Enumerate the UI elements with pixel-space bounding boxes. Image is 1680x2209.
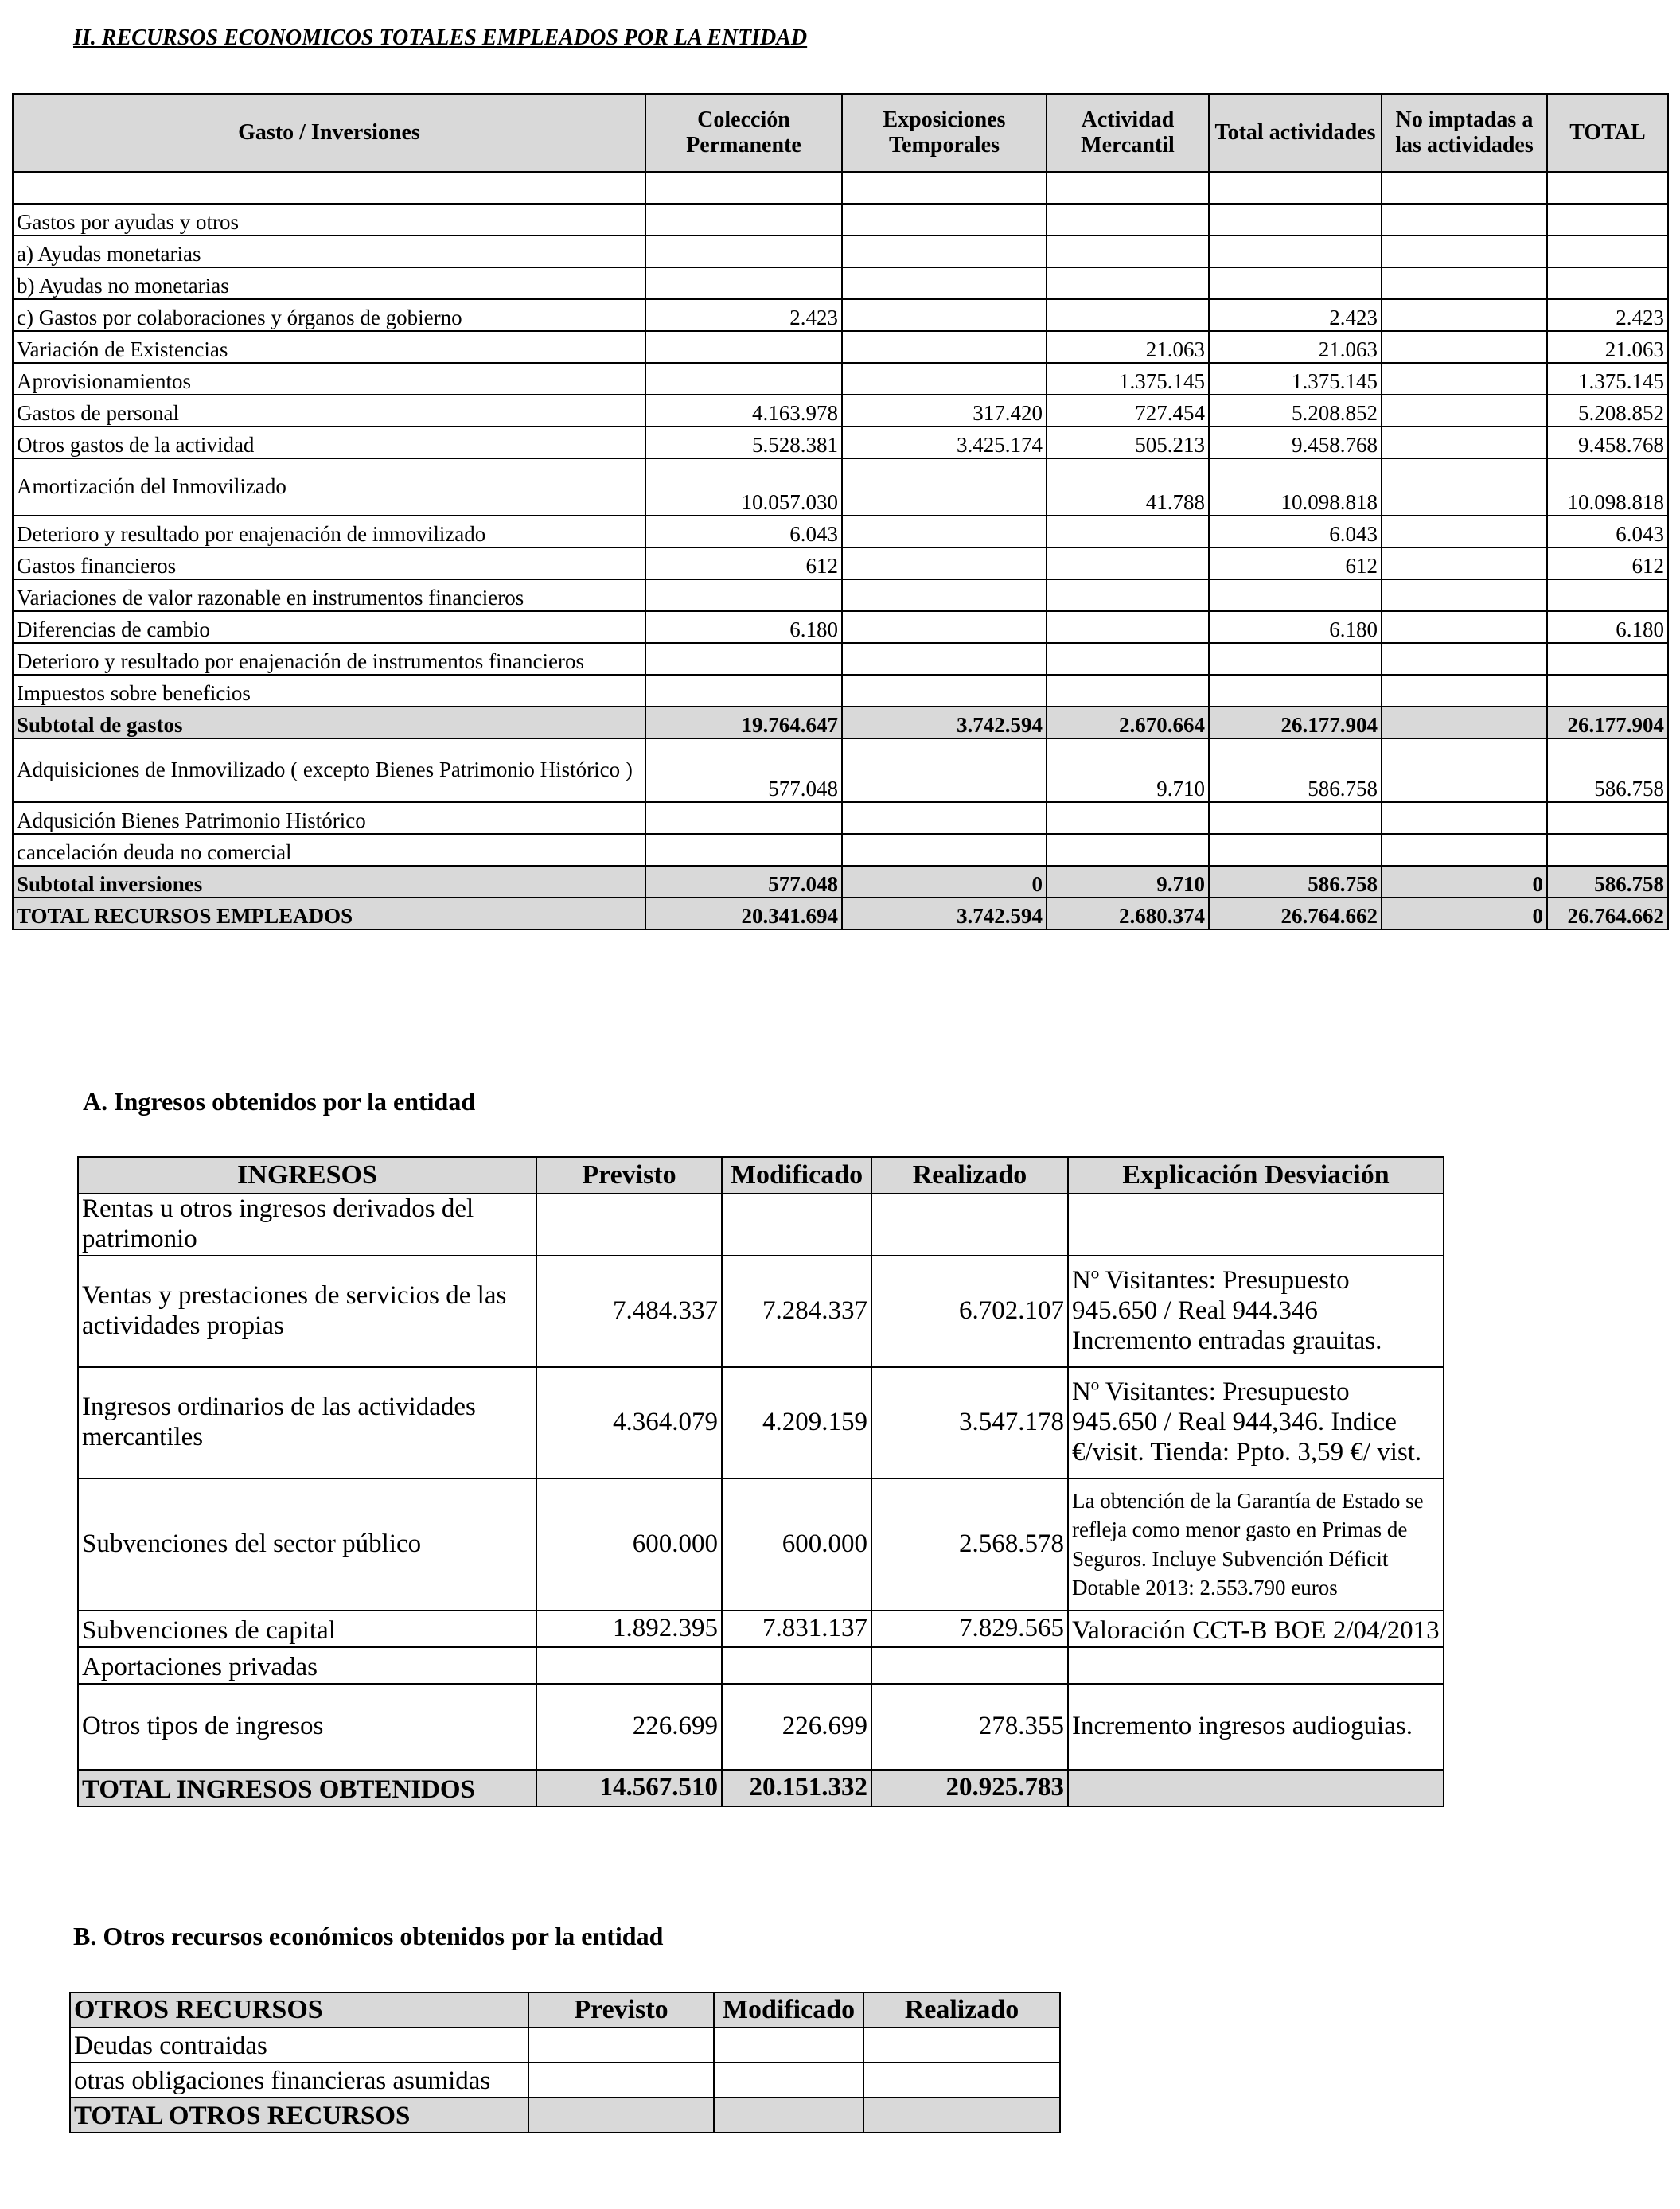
explanation-cell: Incremento ingresos audioguias.	[1068, 1684, 1444, 1770]
cell: 10.057.030	[645, 458, 842, 516]
cell	[863, 2063, 1060, 2098]
cell	[645, 331, 842, 363]
explanation-cell: La obtención de la Garantía de Estado se refleja como menor gasto en Primas de Seguros. Incluye Subvención Déficit Dotable 2013: 2.553.790 euros	[1068, 1479, 1444, 1611]
subtotal-row	[13, 707, 1668, 738]
cell	[1382, 675, 1547, 707]
row-label: Otros gastos de la actividad	[13, 427, 645, 458]
cell: 9.458.768	[1547, 427, 1668, 458]
cell: 26.764.662	[1547, 898, 1668, 929]
table-row	[13, 172, 1668, 204]
cell	[528, 2098, 714, 2133]
cell: 1.892.395	[536, 1611, 722, 1647]
total-row	[70, 2098, 1060, 2133]
row-label: Ingresos ordinarios de las actividades mercantiles	[78, 1367, 536, 1479]
cell	[1047, 611, 1209, 643]
cell: 4.163.978	[645, 395, 842, 427]
cell: 600.000	[722, 1479, 871, 1611]
explanation-cell: Valoración CCT-B BOE 2/04/2013	[1068, 1611, 1444, 1647]
cell	[714, 2098, 863, 2133]
column-header: Total actividades	[1209, 94, 1382, 172]
row-label: Impuestos sobre beneficios	[13, 675, 645, 707]
cell	[1209, 172, 1382, 204]
cell: 19.764.647	[645, 707, 842, 738]
cell: 586.758	[1547, 866, 1668, 898]
total-row	[78, 1770, 1444, 1806]
table-row	[13, 395, 1668, 427]
row-label: TOTAL OTROS RECURSOS	[70, 2098, 528, 2133]
cell: 9.710	[1047, 738, 1209, 802]
cell: 4.209.159	[722, 1367, 871, 1479]
table-row	[13, 834, 1668, 866]
cell	[842, 516, 1047, 547]
cell	[871, 1647, 1068, 1684]
cell: 26.177.904	[1547, 707, 1668, 738]
cell	[645, 204, 842, 236]
section-title: II. RECURSOS ECONOMICOS TOTALES EMPLEADOS POR LA ENTIDAD	[73, 25, 808, 50]
cell: 226.699	[536, 1684, 722, 1770]
cell: 7.484.337	[536, 1256, 722, 1367]
row-label: Ventas y prestaciones de servicios de las actividades propias	[78, 1256, 536, 1367]
table-row	[13, 299, 1668, 331]
cell	[536, 1647, 722, 1684]
table-row	[78, 1256, 1444, 1367]
row-label: cancelación deuda no comercial	[13, 834, 645, 866]
table-row	[13, 204, 1668, 236]
row-label: Otros tipos de ingresos	[78, 1684, 536, 1770]
other-resources-table	[69, 1992, 1061, 2133]
cell: 2.568.578	[871, 1479, 1068, 1611]
cell	[1209, 236, 1382, 267]
cell	[1209, 267, 1382, 299]
cell	[842, 802, 1047, 834]
cell	[863, 2098, 1060, 2133]
row-label: a) Ayudas monetarias	[13, 236, 645, 267]
row-label: Adqusición Bienes Patrimonio Histórico	[13, 802, 645, 834]
cell	[1209, 675, 1382, 707]
cell	[1547, 675, 1668, 707]
cell	[842, 363, 1047, 395]
cell	[863, 2028, 1060, 2063]
cell: 2.670.664	[1047, 707, 1209, 738]
row-label: Deterioro y resultado por enajenación de inmovilizado	[13, 516, 645, 547]
row-label: Gastos por ayudas y otros	[13, 204, 645, 236]
row-label: Aprovisionamientos	[13, 363, 645, 395]
cell	[842, 299, 1047, 331]
cell	[1047, 299, 1209, 331]
row-label: otras obligaciones financieras asumidas	[70, 2063, 528, 2098]
cell	[871, 1194, 1068, 1256]
cell	[645, 363, 842, 395]
table-row	[13, 579, 1668, 611]
column-header: Colección Permanente	[645, 94, 842, 172]
cell: 0	[842, 866, 1047, 898]
cell	[842, 331, 1047, 363]
cell	[1547, 643, 1668, 675]
cell	[1047, 579, 1209, 611]
column-header: Realizado	[871, 1157, 1068, 1194]
column-header: Actividad Mercantil	[1047, 94, 1209, 172]
column-header: Modificado	[714, 1993, 863, 2028]
cell	[842, 738, 1047, 802]
cell: 6.043	[1209, 516, 1382, 547]
cell: 1.375.145	[1547, 363, 1668, 395]
cell	[842, 611, 1047, 643]
cell	[842, 458, 1047, 516]
cell	[1209, 834, 1382, 866]
column-header: Gasto / Inversiones	[13, 94, 645, 172]
row-label: Rentas u otros ingresos derivados del patrimonio	[78, 1194, 536, 1256]
cell	[645, 172, 842, 204]
cell	[1547, 834, 1668, 866]
cell	[1047, 834, 1209, 866]
cell	[842, 675, 1047, 707]
cell	[1382, 834, 1547, 866]
cell: 6.702.107	[871, 1256, 1068, 1367]
row-label: Variación de Existencias	[13, 331, 645, 363]
row-label: Subvenciones de capital	[78, 1611, 536, 1647]
row-label: TOTAL RECURSOS EMPLEADOS	[13, 898, 645, 929]
cell: 5.528.381	[645, 427, 842, 458]
cell	[722, 1647, 871, 1684]
cell	[722, 1194, 871, 1256]
cell	[1047, 516, 1209, 547]
cell	[1547, 204, 1668, 236]
cell	[842, 267, 1047, 299]
column-header: Previsto	[536, 1157, 722, 1194]
cell	[1209, 802, 1382, 834]
section-title: B. Otros recursos económicos obtenidos por la entidad	[73, 1922, 664, 1950]
cell: 600.000	[536, 1479, 722, 1611]
cell: 612	[645, 547, 842, 579]
cell: 6.043	[1547, 516, 1668, 547]
column-header: No imptadas a las actividades	[1382, 94, 1547, 172]
cell	[1209, 579, 1382, 611]
cell	[1382, 204, 1547, 236]
cell: 226.699	[722, 1684, 871, 1770]
cell: 586.758	[1209, 738, 1382, 802]
cell	[1382, 236, 1547, 267]
cell: 586.758	[1547, 738, 1668, 802]
cell	[842, 834, 1047, 866]
row-label: Subtotal de gastos	[13, 707, 645, 738]
table-header-row	[78, 1157, 1444, 1194]
cell: 6.180	[645, 611, 842, 643]
explanation-cell: Nº Visitantes: Presupuesto 945.650 / Real 944,346. Indice €/visit. Tienda: Ppto. 3,59 €/ vist.	[1068, 1367, 1444, 1479]
cell	[1382, 458, 1547, 516]
table-row	[78, 1479, 1444, 1611]
cell: 505.213	[1047, 427, 1209, 458]
cell	[714, 2063, 863, 2098]
column-header: Realizado	[863, 1993, 1060, 2028]
cell	[1547, 802, 1668, 834]
row-label: Gastos financieros	[13, 547, 645, 579]
cell	[842, 547, 1047, 579]
cell: 727.454	[1047, 395, 1209, 427]
table-row	[13, 675, 1668, 707]
row-label: c) Gastos por colaboraciones y órganos de gobierno	[13, 299, 645, 331]
table-row	[13, 516, 1668, 547]
cell	[1382, 802, 1547, 834]
table-header-row	[70, 1993, 1060, 2028]
table-row	[13, 643, 1668, 675]
cell	[1382, 172, 1547, 204]
column-header: Previsto	[528, 1993, 714, 2028]
cell	[1047, 267, 1209, 299]
income-table	[77, 1156, 1444, 1807]
cell: 3.742.594	[842, 707, 1047, 738]
cell	[842, 204, 1047, 236]
row-label: Deterioro y resultado por enajenación de instrumentos financieros	[13, 643, 645, 675]
cell: 9.458.768	[1209, 427, 1382, 458]
explanation-cell	[1068, 1647, 1444, 1684]
cell: 317.420	[842, 395, 1047, 427]
cell: 2.423	[1547, 299, 1668, 331]
cell: 2.680.374	[1047, 898, 1209, 929]
cell: 1.375.145	[1047, 363, 1209, 395]
cell	[1382, 299, 1547, 331]
cell: 9.710	[1047, 866, 1209, 898]
cell	[1047, 643, 1209, 675]
cell: 3.425.174	[842, 427, 1047, 458]
total-row	[13, 898, 1668, 929]
cell: 4.364.079	[536, 1367, 722, 1479]
cell	[645, 579, 842, 611]
cell	[1047, 802, 1209, 834]
cell: 26.177.904	[1209, 707, 1382, 738]
cell: 5.208.852	[1209, 395, 1382, 427]
cell: 7.284.337	[722, 1256, 871, 1367]
table-row	[78, 1611, 1444, 1647]
cell	[1547, 236, 1668, 267]
cell: 586.758	[1209, 866, 1382, 898]
row-label: Adquisiciones de Inmovilizado ( excepto Bienes Patrimonio Histórico )	[13, 738, 645, 802]
cell: 6.043	[645, 516, 842, 547]
row-label: Gastos de personal	[13, 395, 645, 427]
cell: 20.341.694	[645, 898, 842, 929]
row-label: b) Ayudas no monetarias	[13, 267, 645, 299]
cell	[1547, 579, 1668, 611]
table-row	[78, 1647, 1444, 1684]
table-row	[13, 738, 1668, 802]
table-row	[13, 547, 1668, 579]
table-row	[13, 236, 1668, 267]
cell	[1382, 611, 1547, 643]
cell	[1047, 236, 1209, 267]
cell: 0	[1382, 866, 1547, 898]
cell	[645, 643, 842, 675]
cell: 2.423	[645, 299, 842, 331]
cell: 6.180	[1209, 611, 1382, 643]
cell: 3.742.594	[842, 898, 1047, 929]
cell	[1047, 204, 1209, 236]
row-label: Subvenciones del sector público	[78, 1479, 536, 1611]
cell: 41.788	[1047, 458, 1209, 516]
cell: 0	[1382, 898, 1547, 929]
resources-table	[12, 93, 1669, 930]
cell	[1382, 579, 1547, 611]
cell	[842, 579, 1047, 611]
table-row	[78, 1194, 1444, 1256]
cell: 7.829.565	[871, 1611, 1068, 1647]
table-row	[13, 427, 1668, 458]
row-label: TOTAL INGRESOS OBTENIDOS	[78, 1770, 536, 1806]
cell	[1047, 172, 1209, 204]
cell: 1.375.145	[1209, 363, 1382, 395]
table-row	[13, 458, 1668, 516]
column-header: TOTAL	[1547, 94, 1668, 172]
cell	[645, 267, 842, 299]
cell	[1382, 707, 1547, 738]
cell: 21.063	[1547, 331, 1668, 363]
cell: 10.098.818	[1209, 458, 1382, 516]
cell	[842, 172, 1047, 204]
cell: 3.547.178	[871, 1367, 1068, 1479]
table-row	[70, 2063, 1060, 2098]
row-label: Amortización del Inmovilizado	[13, 458, 645, 516]
cell: 577.048	[645, 866, 842, 898]
table-header-row	[13, 94, 1668, 172]
row-label: Variaciones de valor razonable en instrumentos financieros	[13, 579, 645, 611]
cell	[645, 675, 842, 707]
cell	[1382, 267, 1547, 299]
column-header: Modificado	[722, 1157, 871, 1194]
cell	[528, 2063, 714, 2098]
table-row	[13, 802, 1668, 834]
column-header: OTROS RECURSOS	[70, 1993, 528, 2028]
table-row	[13, 331, 1668, 363]
cell: 14.567.510	[536, 1770, 722, 1806]
cell	[1382, 363, 1547, 395]
cell: 2.423	[1209, 299, 1382, 331]
cell	[1382, 331, 1547, 363]
table-row	[13, 363, 1668, 395]
table-row	[78, 1684, 1444, 1770]
cell	[842, 643, 1047, 675]
explanation-cell	[1068, 1770, 1444, 1806]
cell: 21.063	[1047, 331, 1209, 363]
row-label: Subtotal inversiones	[13, 866, 645, 898]
row-label	[13, 172, 645, 204]
cell: 20.151.332	[722, 1770, 871, 1806]
cell	[1547, 267, 1668, 299]
cell: 7.831.137	[722, 1611, 871, 1647]
cell	[714, 2028, 863, 2063]
cell: 5.208.852	[1547, 395, 1668, 427]
cell	[645, 834, 842, 866]
cell	[1382, 643, 1547, 675]
cell: 6.180	[1547, 611, 1668, 643]
cell	[1209, 204, 1382, 236]
table-row	[78, 1367, 1444, 1479]
cell	[1382, 427, 1547, 458]
subtotal-row	[13, 866, 1668, 898]
cell	[842, 236, 1047, 267]
cell	[1547, 172, 1668, 204]
cell	[1382, 547, 1547, 579]
row-label: Deudas contraidas	[70, 2028, 528, 2063]
cell	[1047, 547, 1209, 579]
cell: 612	[1547, 547, 1668, 579]
cell: 278.355	[871, 1684, 1068, 1770]
column-header: INGRESOS	[78, 1157, 536, 1194]
cell	[528, 2028, 714, 2063]
cell	[1382, 516, 1547, 547]
cell	[645, 236, 842, 267]
cell	[645, 802, 842, 834]
column-header: Exposiciones Temporales	[842, 94, 1047, 172]
table-row	[70, 2028, 1060, 2063]
cell: 26.764.662	[1209, 898, 1382, 929]
cell: 10.098.818	[1547, 458, 1668, 516]
table-row	[13, 611, 1668, 643]
cell	[1209, 643, 1382, 675]
table-row	[13, 267, 1668, 299]
row-label: Aportaciones privadas	[78, 1647, 536, 1684]
row-label: Diferencias de cambio	[13, 611, 645, 643]
explanation-cell	[1068, 1194, 1444, 1256]
cell	[1382, 738, 1547, 802]
section-title: A. Ingresos obtenidos por la entidad	[83, 1087, 476, 1116]
cell	[1382, 395, 1547, 427]
cell	[1047, 675, 1209, 707]
cell: 21.063	[1209, 331, 1382, 363]
cell	[536, 1194, 722, 1256]
cell: 20.925.783	[871, 1770, 1068, 1806]
cell: 577.048	[645, 738, 842, 802]
explanation-cell: Nº Visitantes: Presupuesto 945.650 / Real 944.346 Incremento entradas grauitas.	[1068, 1256, 1444, 1367]
cell: 612	[1209, 547, 1382, 579]
column-header: Explicación Desviación	[1068, 1157, 1444, 1194]
